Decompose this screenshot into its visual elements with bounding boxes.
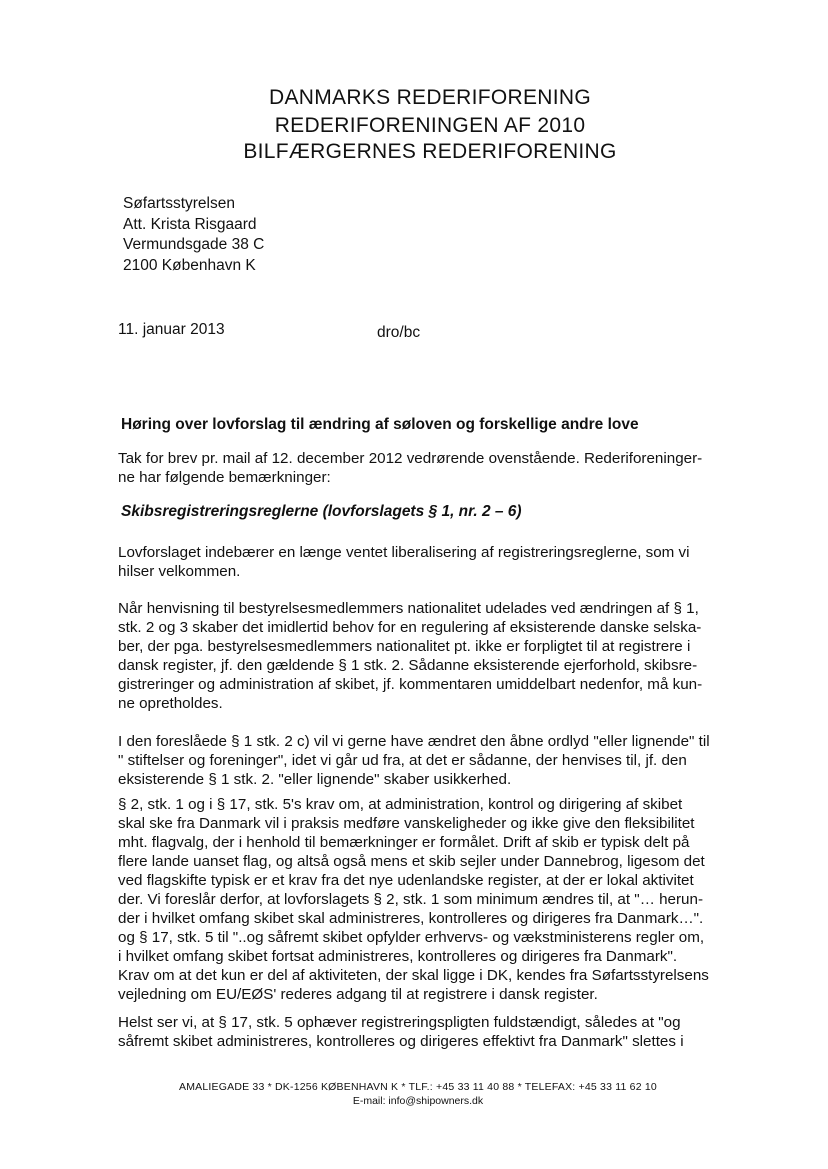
letterhead-line-1: DANMARKS REDERIFORENING [269,86,591,109]
text-line: Tak for brev pr. mail af 12. december 2012 vedrørende ovenstående. Rederiforeninger- [118,450,703,467]
text-line: eksisterende § 1 stk. 2. "eller lignende" skaber usikkerhed. [118,771,512,788]
intro-paragraph [118,449,730,487]
text-line: såfremt skibet administreres, kontrolleres og dirigeres effektivt fra Danmark" slettes i [118,1033,684,1050]
text-line: ved flagskifte typisk er et krav fra det nye udenlandske register, at der er lokal aktivitet [118,872,694,889]
text-line: Krav om at det kun er del af aktiviteten, der skal ligge i DK, kendes fra Søfartsstyrelsens [118,967,709,984]
text-line: stk. 2 og 3 skaber det imidlertid behov for en regulering af eksisterende danske selska- [118,619,702,636]
text-line: ber, der pga. bestyrelsesmedlemmers nationalitet pt. ikke er forpligtet til at registrere i [118,638,691,655]
body-paragraph-4 [118,795,730,1004]
text-line: § 2, stk. 1 og i § 17, stk. 5's krav om, at administration, kontrol og dirigering af skibet [118,796,683,813]
body-paragraph-1 [118,543,730,581]
body-paragraph-3 [118,732,730,789]
text-line: Lovforslaget indebærer en længe ventet liberalisering af registreringsreglerne, som vi [118,544,690,561]
text-line: skal ske fra Danmark vil i praksis medføre vanskeligheder og ikke give den fleksibilitet [118,815,695,832]
footer-address: AMALIEGADE 33 * DK-1256 KØBENHAVN K * TLF.: +45 33 11 40 88 * TELEFAX: +45 33 11 62 10 [179,1081,657,1093]
letterhead-line-2: REDERIFORENINGEN AF 2010 [274,114,586,137]
footer-email: E-mail: info@shipowners.dk [352,1095,484,1107]
reference-initials: dro/bc [377,324,421,341]
text-line: gistreringer og administration af skibet, jf. kommentaren umiddelbart nedenfor, må kun- [118,676,703,693]
text-line: mht. flagvalg, der i henhold til bemærkninger er formålet. Drift af skib er typisk delt på [118,834,690,851]
text-line: I den foreslåede § 1 stk. 2 c) vil vi gerne have ændret den åbne ordlyd "eller lignende" til [118,733,710,750]
text-line: og § 17, stk. 5 til "..og såfremt skibet opfylder erhvervs- og vækstministerens regler om, [118,929,705,946]
text-line: hilser velkommen. [118,563,241,580]
text-line: ne har følgende bemærkninger: [118,469,331,486]
text-line: " stiftelser og foreninger", idet vi går ud fra, at det er sådanne, der henvises til, jf. den [118,752,687,769]
text-line: ne opretholdes. [118,695,223,712]
text-line: Når henvisning til bestyrelsesmedlemmers nationalitet udelades ved ændringen af § 1, [118,600,699,617]
text-line: flere lande uanset flag, og altså også mens et skib sejler under Dannebrog, ligesom det [118,853,705,870]
recipient-address [123,194,264,276]
recipient-line: Søfartsstyrelsen [123,195,235,212]
subject-line: Høring over lovforslag til ændring af søloven og forskellige andre love [121,416,639,433]
text-line: der i hvilket omfang skibet skal administreres, kontrolleres og dirigeres fra Danmark…". [118,910,704,927]
text-line: der. Vi foreslår derfor, at lovforslagets § 2, stk. 1 som minimum ændres til, at "… herun- [118,891,703,908]
letterhead-line-3: BILFÆRGERNES REDERIFORENING [243,140,617,163]
body-paragraph-5 [118,1013,730,1051]
text-line: Helst ser vi, at § 17, stk. 5 ophæver registreringspligten fuldstændigt, således at "og [118,1014,681,1031]
recipient-line: 2100 København K [123,256,256,274]
body-paragraph-2 [118,599,730,713]
text-line: dansk register, jf. den gældende § 1 stk. 2. Sådanne eksisterende ejerforhold, skibsre- [118,657,698,674]
recipient-line: Att. Krista Risgaard [123,215,257,233]
letter-date: 11. januar 2013 [118,321,225,338]
text-line: i hvilket omfang skibet fortsat administreres, kontrolleres og dirigeres fra Danmark". [118,948,678,965]
recipient-line: Vermundsgade 38 C [123,236,265,253]
text-line: vejledning om EU/EØS' rederes adgang til at registrere i dansk register. [118,986,598,1003]
section-heading: Skibsregistreringsreglerne (lovforslagets § 1, nr. 2 – 6) [121,503,522,520]
